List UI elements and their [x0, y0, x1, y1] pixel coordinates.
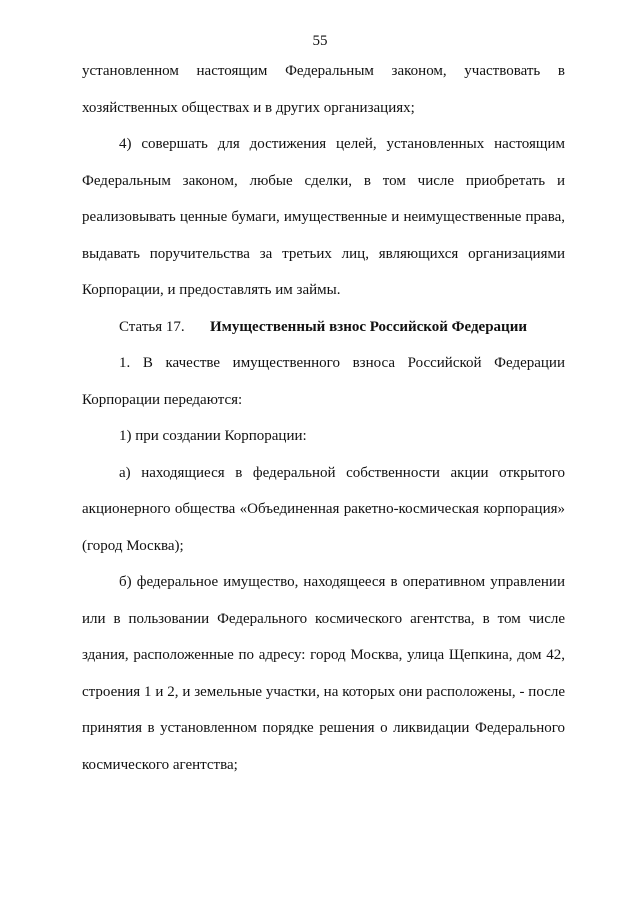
text-line: хозяйственных обществах и в других организациях; — [82, 99, 415, 116]
text-line: Федеральным законом, любые сделки, в том числе приобретать и — [82, 172, 565, 189]
text-line: 1) при создании Корпорации: — [119, 428, 307, 444]
document-body — [82, 61, 565, 791]
text-line: Корпорации передаются: — [82, 391, 243, 408]
text-line: реализовывать ценные бумаги, имущественные и неимущественные права, — [82, 209, 565, 225]
article-title: Имущественный взнос Российской Федерации — [210, 318, 527, 335]
text-line: выдавать поручительства за третьих лиц, являющихся организациями — [82, 245, 565, 262]
article-number: Статья 17. — [119, 318, 185, 335]
text-line: или в пользовании Федерального космического агентства, в том числе — [82, 610, 565, 627]
text-line: строения 1 и 2, и земельные участки, на которых они расположены, - после — [82, 683, 565, 700]
text-line: принятия в установленном порядке решения о ликвидации Федерального — [82, 720, 565, 736]
text-line: а) находящиеся в федеральной собственности акции открытого — [119, 464, 565, 481]
text-line: 4) совершать для достижения целей, установленных настоящим — [119, 136, 565, 152]
text-line: Корпорации, и предоставлять им займы. — [82, 282, 341, 298]
article-heading — [82, 317, 565, 337]
page-number: 55 — [312, 33, 328, 49]
text-line: акционерного общества «Объединенная ракетно-космическая корпорация» — [82, 501, 565, 517]
text-line: здания, расположенные по адресу: город Москва, улица Щепкина, дом 42, — [82, 647, 565, 663]
text-line: установленном настоящим Федеральным законом, участвовать в — [82, 63, 565, 79]
text-line: б) федеральное имущество, находящееся в оперативном управлении — [119, 574, 565, 590]
text-line: (город Москва); — [82, 537, 184, 554]
text-line: 1. В качестве имущественного взноса Российской Федерации — [119, 355, 565, 371]
text-line: космического агентства; — [82, 756, 238, 773]
